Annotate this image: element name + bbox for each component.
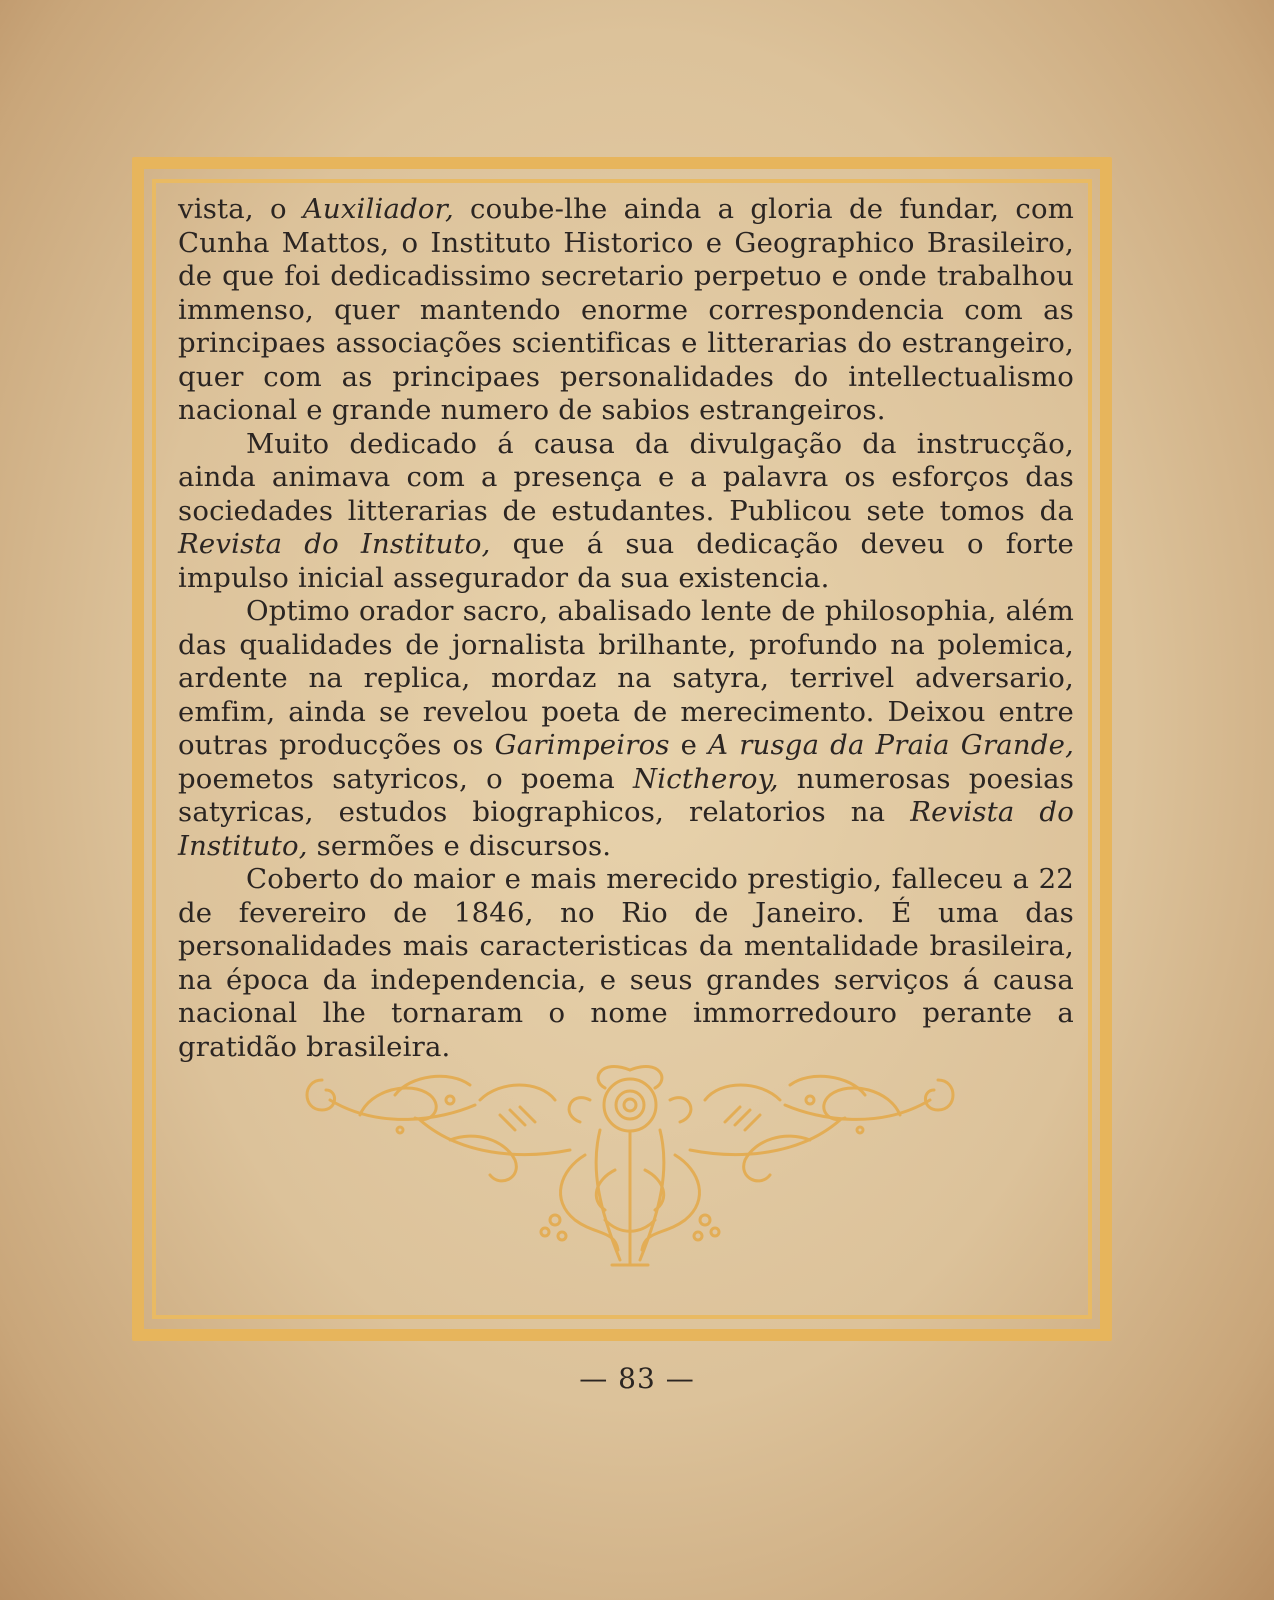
paragraph	[178, 428, 1074, 596]
text-run: sermões e discursos.	[307, 829, 612, 862]
floral-ornament	[300, 1060, 960, 1290]
text-run: e	[669, 729, 709, 761]
text-run: vista, o	[178, 193, 303, 225]
text-run: coube-lhe ainda a gloria de fundar, com Cunha Mattos, o Instituto Historico e Geographico Brasileiro, de que foi dedicadissimo secretario perpetuo e onde trabalhou immenso, quer mantendo enorme correspondencia com as principaes associações scientificas e litterarias do estrangeiro, quer com as principaes personalidades do intellectualismo nacional e grande numero de sabios estrangeiros.	[178, 193, 1074, 426]
page-number: — 83 —	[579, 1362, 695, 1395]
italic-title: Revista do Instituto,	[178, 796, 1074, 862]
body-text	[178, 193, 1074, 1064]
paragraph	[178, 863, 1074, 1064]
text-run: Optimo orador sacro, abalisado lente de philosophia, além das qualidades de jornalista brilhante, profundo na polemica, ardente na replica, mordaz na satyra, terrivel adversario, emfim, ainda se revelou poeta de merecimento. Deixou entre outras producções os	[178, 595, 1074, 761]
text-run: que á sua dedicação deveu o forte impulso inicial assegurador da sua existencia.	[178, 528, 1074, 594]
italic-title: Auxiliador,	[302, 193, 454, 225]
italic-title: A rusga da Praia Grande,	[708, 729, 1075, 761]
italic-title: Revista do Instituto,	[178, 528, 491, 560]
italic-title: Nictheroy,	[633, 762, 779, 795]
text-run: Coberto do maior e mais merecido prestigio, falleceu a 22 de fevereiro de 1846, no Rio de Janeiro. É uma das personalidades mais caracteristicas da mentalidade brasileira, na época da independencia, e seus grandes serviços á causa nacional lhe tornaram o nome immorredouro perante a gratidão brasileira.	[178, 863, 1074, 1063]
text-run: poemetos satyricos, o poema	[178, 762, 634, 795]
italic-title: Garimpeiros	[494, 729, 670, 761]
paragraph	[178, 193, 1074, 428]
text-run: numerosas poesias satyricas, estudos biographicos, relatorios na	[178, 762, 1075, 828]
paragraph	[178, 595, 1074, 863]
text-run: Muito dedicado á causa da divulgação da instrucção, ainda animava com a presença e a palavra os esforços das sociedades litterarias de estudantes. Publicou sete tomos da	[178, 427, 1074, 527]
